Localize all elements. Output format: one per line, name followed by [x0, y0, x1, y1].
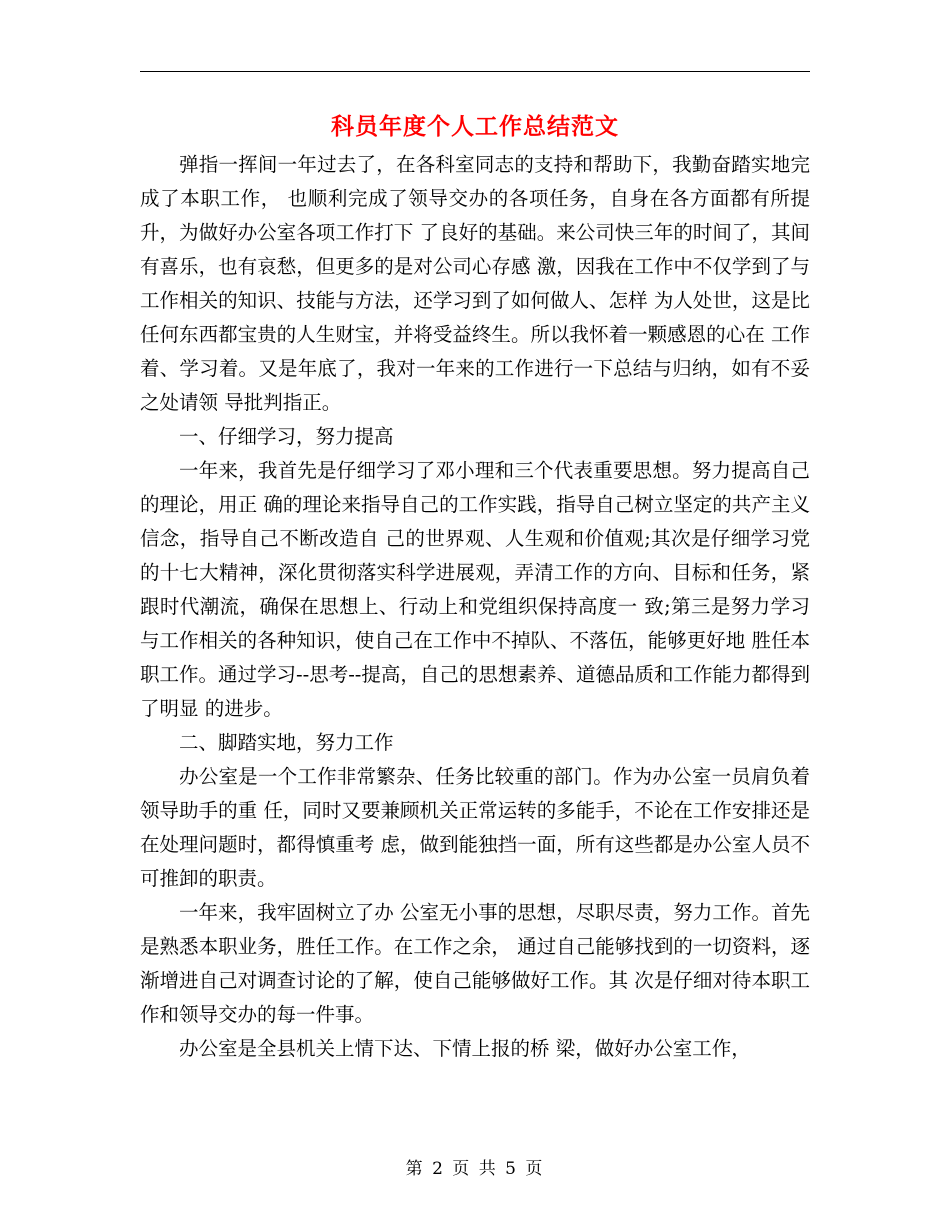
section-heading-2: 二、脚踏实地，努力工作: [179, 731, 394, 754]
document-body: [140, 148, 810, 1066]
paragraph-intro: 弹指一挥间一年过去了，在各科室同志的支持和帮助下，我勤奋踏实地完成了本职工作， 也顺利完成了领导交办的各项任务，自身在各方面都有所提升，为做好办公室各项工作打下 了良好的基础。来公司快三年的时间了，其间有喜乐，也有哀愁，但更多的是对公司心存感 激，因我在工作中不仅学到了与工作相关的知识、技能与方法，还学习到了如何做人、怎样 为人处世，这是比任何东西都宝贵的人生财宝，并将受益终生。所以我怀着一颗感恩的心在 工作着、学习着。又是年底了，我对一年来的工作进行一下总结与归纳，如有不妥之处请领 导批判指正。: [140, 153, 810, 414]
paragraph-year: 一年来，我牢固树立了办 公室无小事的思想，尽职尽责，努力工作。首先是熟悉本职业务，胜任工作。在工作之余， 通过自己能够找到的一切资料，逐渐增进自己对调查讨论的了解，使自己能够做好工作。其 次是仔细对待本职工作和领导交办的每一件事。: [140, 901, 810, 1026]
paragraph-bridge: 办公室是全县机关上情下达、下情上报的桥 梁，做好办公室工作，: [179, 1037, 751, 1060]
document-title: 科员年度个人工作总结范文: [331, 113, 619, 140]
page-footer: 第 2 页 共 5 页: [405, 1159, 545, 1179]
header-rule: [140, 71, 810, 72]
paragraph-office: 办公室是一个工作非常繁杂、任务比较重的部门。作为办公室一员肩负着领导助手的重 任，同时又要兼顾机关正常运转的多能手，不论在工作安排还是在处理问题时，都得慎重考 虑，做到能独挡一面，所有这些都是办公室人员不可推卸的职责。: [140, 765, 810, 890]
section-heading-1: 一、仔细学习，努力提高: [179, 425, 394, 448]
paragraph-study: 一年来，我首先是仔细学习了邓小理和三个代表重要思想。努力提高自己的理论，用正 确的理论来指导自己的工作实践，指导自己树立坚定的共产主义信念，指导自己不断改造自 己的世界观、人生观和价值观;其次是仔细学习党的十七大精神，深化贯彻落实科学进展观，弄清工作的方向、目标和任务，紧跟时代潮流，确保在思想上、行动上和党组织保持高度一 致;第三是努力学习与工作相关的各种知识，使自己在工作中不掉队、不落伍，能够更好地 胜任本职工作。通过学习--思考--提高，自己的思想素养、道德品质和工作能力都得到了明显 的进步。: [140, 459, 810, 720]
